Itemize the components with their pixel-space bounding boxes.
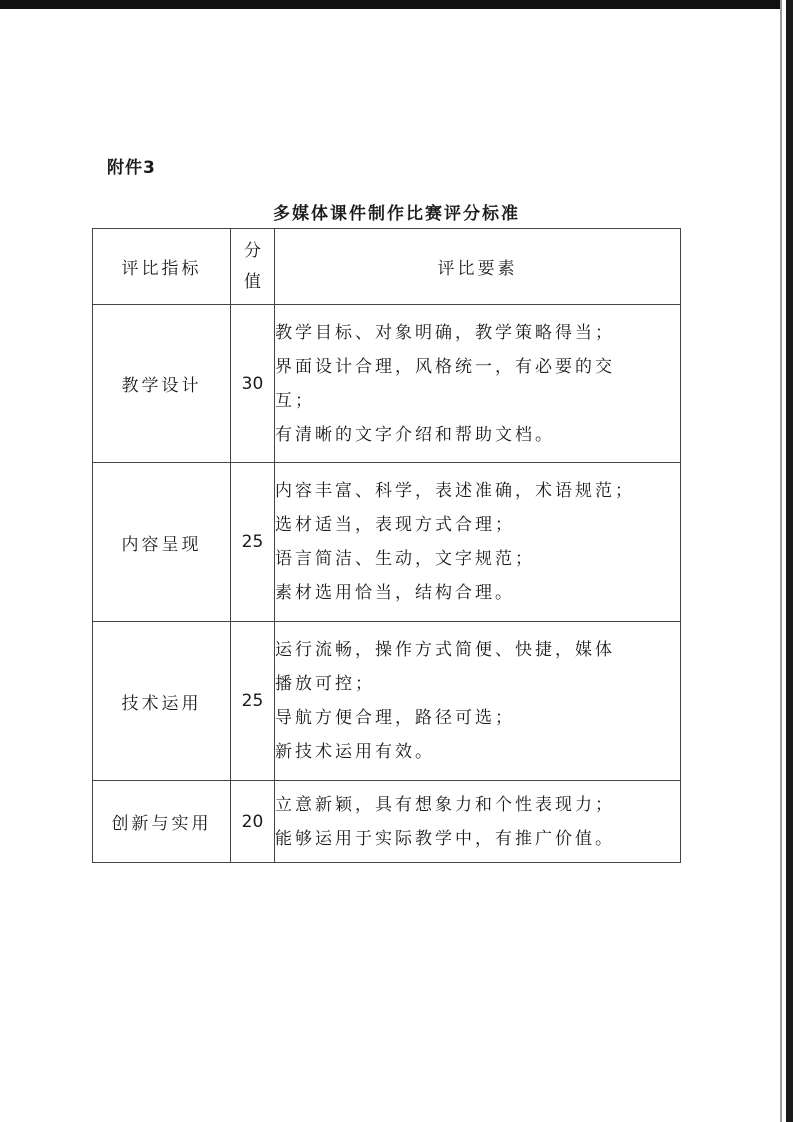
elements-cell bbox=[275, 463, 681, 622]
score-cell: 25 bbox=[231, 463, 275, 622]
score-cell: 20 bbox=[231, 781, 275, 863]
element-line: 新技术运用有效。 bbox=[275, 742, 435, 762]
scan-right-edge bbox=[780, 0, 793, 1122]
element-line: 内容丰富、科学，表述准确，术语规范； bbox=[275, 481, 635, 501]
attachment-label: 附件3 bbox=[107, 158, 156, 178]
table-row bbox=[93, 463, 681, 622]
element-line: 界面设计合理，风格统一，有必要的交 bbox=[275, 356, 615, 377]
element-line: 有清晰的文字介绍和帮助文档。 bbox=[275, 424, 555, 445]
table-row bbox=[93, 622, 681, 781]
header-elements: 评比要素 bbox=[275, 229, 681, 305]
scoring-table bbox=[92, 228, 681, 863]
element-line: 选材适当，表现方式合理； bbox=[275, 515, 515, 535]
elements-cell bbox=[275, 781, 681, 863]
header-score-char: 值 bbox=[244, 271, 261, 292]
element-line: 互； bbox=[275, 390, 315, 411]
elements-cell bbox=[275, 622, 681, 781]
score-cell: 30 bbox=[231, 305, 275, 463]
element-line: 能够运用于实际教学中，有推广价值。 bbox=[275, 828, 615, 849]
element-line: 播放可控； bbox=[275, 674, 375, 694]
element-line: 运行流畅，操作方式简便、快捷，媒体 bbox=[275, 640, 615, 660]
indicator-cell: 创新与实用 bbox=[93, 781, 231, 863]
elements-cell bbox=[275, 305, 681, 463]
element-line: 立意新颖，具有想象力和个性表现力； bbox=[275, 794, 615, 815]
header-indicator: 评比指标 bbox=[93, 229, 231, 305]
element-line: 语言简洁、生动，文字规范； bbox=[275, 549, 535, 569]
indicator-cell: 教学设计 bbox=[93, 305, 231, 463]
score-cell: 25 bbox=[231, 622, 275, 781]
element-line: 素材选用恰当，结构合理。 bbox=[275, 583, 515, 603]
document-title: 多媒体课件制作比赛评分标准 bbox=[273, 204, 520, 224]
element-line: 导航方便合理，路径可选； bbox=[275, 708, 515, 728]
indicator-cell: 技术运用 bbox=[93, 622, 231, 781]
indicator-cell: 内容呈现 bbox=[93, 463, 231, 622]
header-score-char: 分 bbox=[244, 240, 261, 261]
table-row bbox=[93, 781, 681, 863]
table-header-row bbox=[93, 229, 681, 305]
scan-top-edge bbox=[0, 0, 793, 9]
header-score bbox=[231, 229, 275, 305]
table-row bbox=[93, 305, 681, 463]
element-line: 教学目标、对象明确，教学策略得当； bbox=[275, 322, 615, 343]
